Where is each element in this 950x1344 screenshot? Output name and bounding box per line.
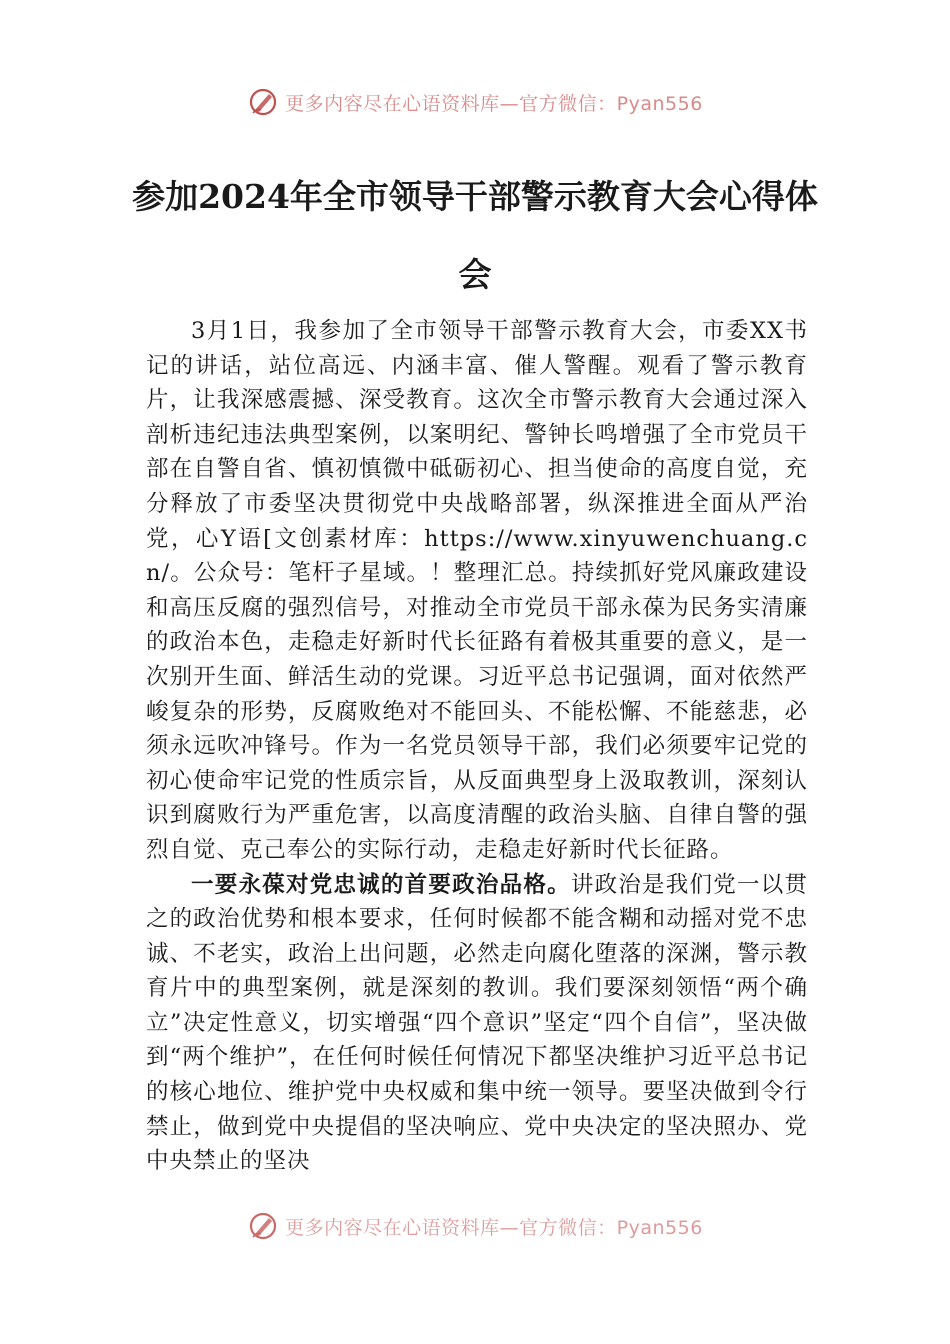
watermark-text: 更多内容尽在心语资料库—官方微信：Pyan556 <box>285 1216 703 1239</box>
paragraph-intro <box>146 314 808 868</box>
header-watermark <box>0 86 950 118</box>
document-body <box>146 314 808 1179</box>
paragraph-text: 3月1日，我参加了全市领导干部警示教育大会，市委XX书记的讲话，站位高远、内涵丰富、催人警醒。观看了警示教育片，让我深感震撼、深受教育。这次全市警示教育大会通过深入剖析违纪违法典型案例，以案明纪、警钟长鸣增强了全市党员干部在自警自省、慎初慎微中砥砺初心、担当使命的高度自觉，充分释放了市委坚决贯彻党中央战略部署，纵深推进全面从严治党，心Y语[文创素材库：https://www.xinyuwenchuang.cn/。公众号：笔杆子星域。！整理汇总。持续抓好党风廉政建设和高压反腐的强烈信号，对推动全市党员干部永葆为民务实清廉的政治本色，走稳走好新时代长征路有着极其重要的意义，是一次别开生面、鲜活生动的党课。习近平总书记强调，面对依然严峻复杂的形势，反腐败绝对不能回头、不能松懈、不能慈悲，必须永远吹冲锋号。作为一名党员领导干部，我们必须要牢记党的初心使命牢记党的性质宗旨，从反面典型身上汲取教训，深刻认识到腐败行为严重危害，以高度清醒的政治头脑、自律自警的强烈自觉、克己奉公的实际行动，走稳走好新时代长征路。 <box>146 318 808 863</box>
pen-logo-icon <box>247 86 279 118</box>
watermark-text: 更多内容尽在心语资料库—官方微信：Pyan556 <box>285 92 703 115</box>
pen-logo-icon <box>247 1210 279 1242</box>
paragraph-text: 讲政治是我们党一以贯之的政治优势和根本要求，任何时候都不能含糊和动摇对党不忠诚、不老实，政治上出问题，必然走向腐化堕落的深渊，警示教育片中的典型案例，就是深刻的教训。我们要深刻领悟“两个确立”决定性意义，切实增强“四个意识”坚定“四个自信”，坚决做到“两个维护”，在任何时候任何情况下都坚决维护习近平总书记的核心地位、维护党中央权威和集中统一领导。要坚决做到令行禁止，做到党中央提倡的坚决响应、党中央决定的坚决照办、党中央禁止的坚决 <box>146 871 808 1175</box>
document-title: 参加2024年全市领导干部警示教育大会心得体会 <box>132 177 818 294</box>
paragraph-lead: 一要永葆对党忠诚的首要政治品格。 <box>191 871 571 898</box>
footer-watermark <box>0 1210 950 1242</box>
paragraph-point-one <box>146 868 808 1179</box>
